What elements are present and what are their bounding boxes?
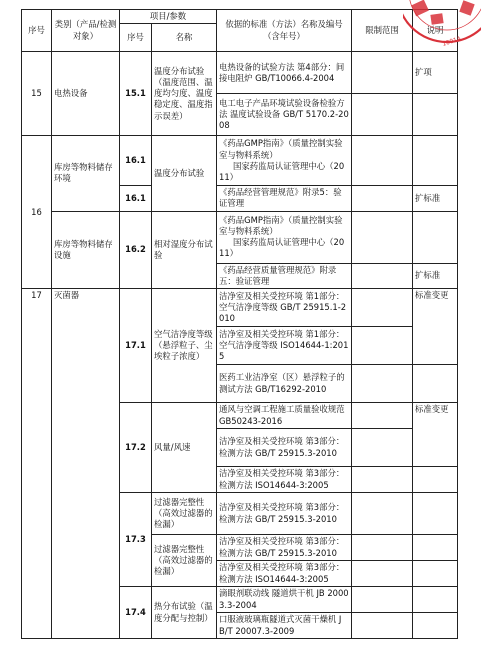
header-item-params: 项目/参数 [120, 10, 217, 24]
row-16-1-standard-1: 《药品GMP指南》（质量控制实验室与物料系统） 国家药监局认证管理中心（2011） [217, 136, 352, 186]
header-item-seq: 序号 [120, 24, 152, 52]
row-16-seq: 16 [22, 136, 52, 289]
row-16-2-seq: 16.2 [120, 211, 152, 288]
row-15-1-remark-1: 扩项 [413, 52, 458, 94]
row-17-2-limit-2 [352, 429, 413, 467]
row-17-2-standard-2: 洁净室及相关受控环境 第3部分：检测方法 GB/T 25915.3-2010 [217, 429, 352, 467]
row-17-category: 灭菌器 [52, 289, 120, 639]
row-16-2-remark-2: 扩标准 [413, 263, 458, 288]
row-17-seq: 17 [22, 289, 52, 639]
row-17-1-standard-2: 洁净室及相关受控环境 第1部分： 空气洁净度等级 ISO14644-1:2015 [217, 327, 352, 365]
row-16-1-seq-b: 16.1 [120, 186, 152, 211]
row-17-4-remark-1 [413, 587, 458, 613]
row-16-2-standard-1: 《药品GMP指南》（质量控制实验室与物料系统） 国家药监局认证管理中心（2011） [217, 211, 352, 263]
row-15-1-limit-1 [352, 52, 413, 94]
row-17-3-remark-1 [413, 493, 458, 535]
row-16-2-standard-2: 《药品经营质量管理规范》附录五：验证管理 [217, 263, 352, 288]
row-17-3-name-b: 过滤器完整性（高效过滤器的检漏） [152, 535, 217, 587]
row-15-1-name: 温度分布试验（温度范围、温度均匀度、温度稳定度、温度指示误差） [152, 52, 217, 136]
row-17-1-remark: 标准变更 [413, 289, 458, 365]
row-16-1-remark-1 [413, 136, 458, 186]
row-15-1-seq: 15.1 [120, 52, 152, 136]
row-17-2-limit-3 [352, 467, 413, 493]
row-17-1-name: 空气洁净度等级（悬浮粒子、尘埃粒子浓度） [152, 289, 217, 403]
header-item-name: 名称 [152, 24, 217, 52]
row-17-4-name: 热分布试验（温度分配与控制） [152, 587, 217, 639]
row-17-3-standard-1: 洁净室及相关受控环境 第3部分：检测方法 GB/T 25915.3-2010 [217, 493, 352, 535]
row-17-3-name-a: 过滤器完整性（高效过滤器的检漏） [152, 493, 217, 535]
header-limit-range: 限制范围 [352, 10, 413, 52]
row-17-2-standard-3: 洁净室及相关受控环境 第3部分：检测方法 ISO14644-3:2005 [217, 467, 352, 493]
row-16-1-seq-a: 16.1 [120, 136, 152, 186]
row-17-3-limit-3 [352, 561, 413, 587]
row-17-3-remark-3 [413, 561, 458, 587]
row-16-2-remark-1 [413, 211, 458, 263]
row-15-1-remark-2 [413, 94, 458, 136]
accreditation-scope-table [21, 9, 458, 639]
row-17-1-limit-3 [352, 365, 413, 403]
row-17-4-limit-1 [352, 587, 413, 613]
row-17-3-limit-2 [352, 535, 413, 561]
row-17-1-seq: 17.1 [120, 289, 152, 403]
seal-code-text: 1001A [441, 35, 463, 48]
row-17-1-standard-3: 医药工业洁净室（区）悬浮粒子的测试方法 GB/T16292-2010 [217, 365, 352, 403]
row-17-4-standard-1: 滴眼剂联动线 隧道烘干机 JB 20003.3-2004 [217, 587, 352, 613]
row-17-1-limit-2 [352, 327, 413, 365]
row-16-1-limit-1 [352, 136, 413, 186]
row-17-2-standard-1: 通风与空调工程施工质量验收规范 GB50243-2016 [217, 403, 352, 429]
row-17-3-limit-1 [352, 493, 413, 535]
header-category: 类别（产品/检测对象） [52, 10, 120, 52]
row-16-1-remark-2: 扩标准 [413, 186, 458, 211]
row-15-category: 电热设备 [52, 52, 120, 136]
row-15-seq: 15 [22, 52, 52, 136]
row-17-2-name: 风量/风速 [152, 403, 217, 493]
row-17-2-limit-1 [352, 403, 413, 429]
row-17-1-limit-1 [352, 289, 413, 327]
row-17-4-seq: 17.4 [120, 587, 152, 639]
row-17-4-limit-2 [352, 613, 413, 639]
row-17-3-standard-3: 洁净室及相关受控环境 第3部分：检测方法 ISO14644-3:2005 [217, 561, 352, 587]
row-17-3-seq: 17.3 [120, 493, 152, 587]
header-remarks: 说明 [413, 10, 458, 52]
row-15-1-standard-1: 电热设备的试验方法 第4部分：间接电阻炉 GB/T10066.4-2004 [217, 52, 352, 94]
row-17-3-remark-2 [413, 535, 458, 561]
row-17-4-remark-2 [413, 613, 458, 639]
row-16-2-limit-1 [352, 211, 413, 263]
row-16-1-name: 温度分布试验 [152, 136, 217, 211]
row-16-category-b: 库房等物料储存设施 [52, 211, 120, 288]
row-15-1-standard-2: 电工电子产品环境试验设备检验方法 温度试验设备 GB/T 5170.2-2008 [217, 94, 352, 136]
row-16-2-limit-2 [352, 263, 413, 288]
row-16-2-name: 相对湿度分布试验 [152, 211, 217, 288]
row-17-1-standard-1: 洁净室及相关受控环境 第1部分：空气洁净度等级 GB/T 25915.1-2010 [217, 289, 352, 327]
row-17-3-standard-2: 洁净室及相关受控环境 第3部分：检测方法 GB/T 25915.3-2010 [217, 535, 352, 561]
row-17-4-standard-2: 口服液玻璃瓶隧道式灭菌干燥机 JB/T 20007.3-2009 [217, 613, 352, 639]
row-17-2-remark-3 [413, 467, 458, 493]
row-17-2-remark: 标准变更 [413, 403, 458, 467]
row-15-1-limit-2 [352, 94, 413, 136]
row-16-1-standard-2: 《药品经营管理规范》附录5：验证管理 [217, 186, 352, 211]
header-standard: 依据的标准（方法）名称及编号（含年号） [217, 10, 352, 52]
row-16-1-limit-2 [352, 186, 413, 211]
header-seq: 序号 [22, 10, 52, 52]
row-17-2-seq: 17.2 [120, 403, 152, 493]
row-17-1-remark-3 [413, 365, 458, 403]
row-16-category-a: 库房等物料储存环境 [52, 136, 120, 211]
